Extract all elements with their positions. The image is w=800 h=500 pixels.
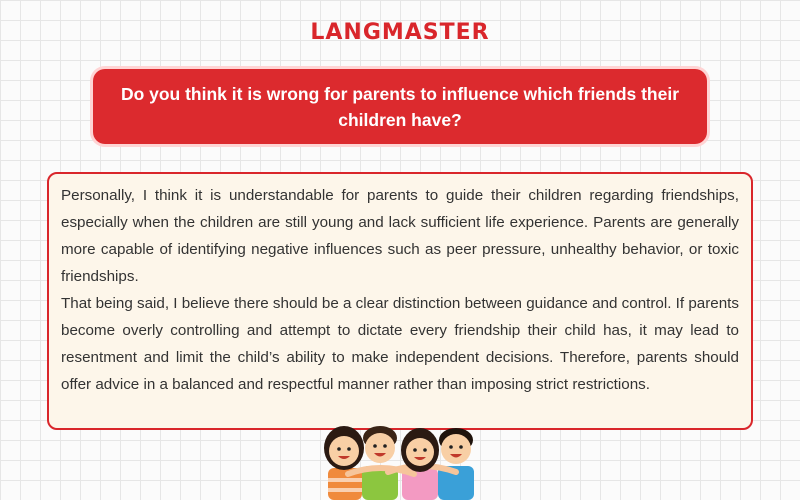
child-1-face bbox=[329, 436, 359, 466]
child-3-face bbox=[406, 438, 434, 466]
answer-paragraph-2: That being said, I believe there should be a clear distinction between guidance and control. If parents become overly controlling and attempt to dictate every friendship their child has, it may lead to resentment and limit the child’s ability to make independent decisions. Therefore, parents should offer advice in a balanced and respectful manner rather than imposing strict restrictions. bbox=[61, 295, 739, 393]
answer-box bbox=[47, 172, 753, 430]
answer-paragraph-1: Personally, I think it is understandable for parents to guide their children regarding friendships, especially when the children are still young and lack sufficient life experience. Parents are generally more capable of identifying negative influences such as peer pressure, unhealthy behavior, or toxic friendships. bbox=[61, 187, 739, 285]
child-4-face bbox=[441, 434, 471, 464]
child-2-face bbox=[365, 433, 395, 463]
question-text: Do you think it is wrong for parents to influence which friends their children have? bbox=[120, 83, 680, 130]
langmaster-logo: LANGMASTER bbox=[310, 20, 490, 45]
children-group-illustration bbox=[318, 418, 483, 500]
question-banner bbox=[93, 69, 707, 144]
